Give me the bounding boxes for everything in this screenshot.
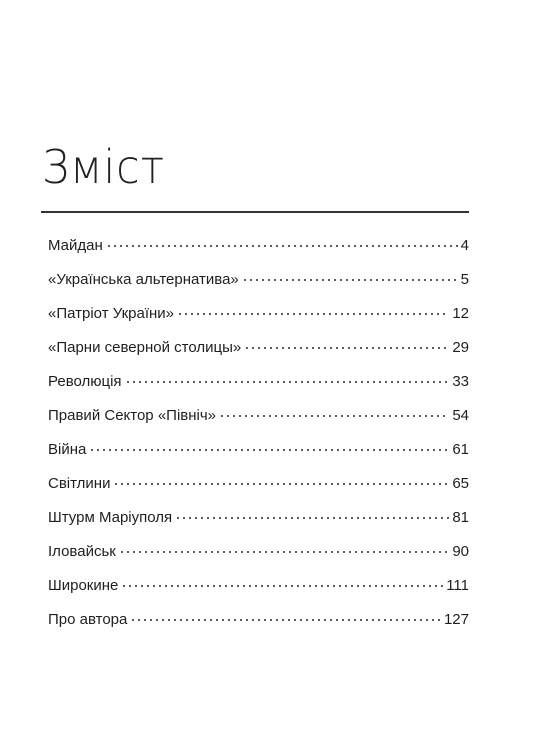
toc-entry-title: Війна bbox=[48, 441, 87, 458]
dot-leader bbox=[121, 585, 443, 587]
toc-entry-page-number: 12 bbox=[452, 305, 469, 322]
toc-entry-title: «Патріот України» bbox=[48, 305, 175, 322]
toc-entry-page-number: 54 bbox=[452, 407, 469, 424]
toc-entry-patriot-ukrainy bbox=[48, 297, 469, 331]
toc-entry-title: Майдан bbox=[48, 237, 103, 254]
toc-entry-page-number: 127 bbox=[443, 611, 469, 628]
toc-entry-page-number: 4 bbox=[460, 237, 469, 254]
title-divider bbox=[41, 211, 469, 213]
page-title: Зміст bbox=[42, 140, 166, 194]
toc-entry-page-number: 5 bbox=[460, 271, 469, 288]
toc-entry-ilovaisk bbox=[48, 535, 469, 569]
toc-entry-title: Широкине bbox=[48, 577, 119, 594]
dot-leader bbox=[175, 517, 449, 519]
toc-entry-title: Штурм Маріуполя bbox=[48, 509, 173, 526]
toc-entry-title: Правий Сектор «Північ» bbox=[48, 407, 217, 424]
toc-entry-shturm-mariupolia bbox=[48, 501, 469, 535]
toc-entry-pravyi-sektor-pivnich bbox=[48, 399, 469, 433]
dot-leader bbox=[119, 551, 449, 553]
toc-entry-page-number: 90 bbox=[452, 543, 469, 560]
toc-entry-parni-severnoi-stolitsy bbox=[48, 331, 469, 365]
toc-entry-svitlyny bbox=[48, 467, 469, 501]
toc-entry-page-number: 81 bbox=[452, 509, 469, 526]
dot-leader bbox=[244, 347, 449, 349]
toc-entry-viina bbox=[48, 433, 469, 467]
table-of-contents bbox=[48, 229, 469, 637]
dot-leader bbox=[106, 245, 458, 247]
dot-leader bbox=[89, 449, 449, 451]
toc-entry-title: Світлини bbox=[48, 475, 111, 492]
dot-leader bbox=[242, 279, 458, 281]
toc-entry-ukrainska-alternatyva bbox=[48, 263, 469, 297]
toc-entry-title: Іловайськ bbox=[48, 543, 116, 560]
toc-entry-page-number: 33 bbox=[452, 373, 469, 390]
toc-entry-title: Про автора bbox=[48, 611, 128, 628]
dot-leader bbox=[219, 415, 449, 417]
toc-entry-title: «Парни северной столицы» bbox=[48, 339, 242, 356]
dot-leader bbox=[113, 483, 449, 485]
toc-entry-shyrokyne bbox=[48, 569, 469, 603]
toc-entry-title: «Українська альтернатива» bbox=[48, 271, 239, 288]
toc-entry-maidan bbox=[48, 229, 469, 263]
toc-entry-page-number: 65 bbox=[452, 475, 469, 492]
toc-entry-revolutsiia bbox=[48, 365, 469, 399]
dot-leader bbox=[177, 313, 449, 315]
toc-entry-title: Революція bbox=[48, 373, 122, 390]
toc-entry-page-number: 29 bbox=[452, 339, 469, 356]
toc-entry-page-number: 61 bbox=[452, 441, 469, 458]
dot-leader bbox=[130, 619, 441, 621]
dot-leader bbox=[125, 381, 450, 383]
toc-entry-pro-avtora bbox=[48, 603, 469, 637]
toc-entry-page-number: 111 bbox=[446, 577, 469, 594]
